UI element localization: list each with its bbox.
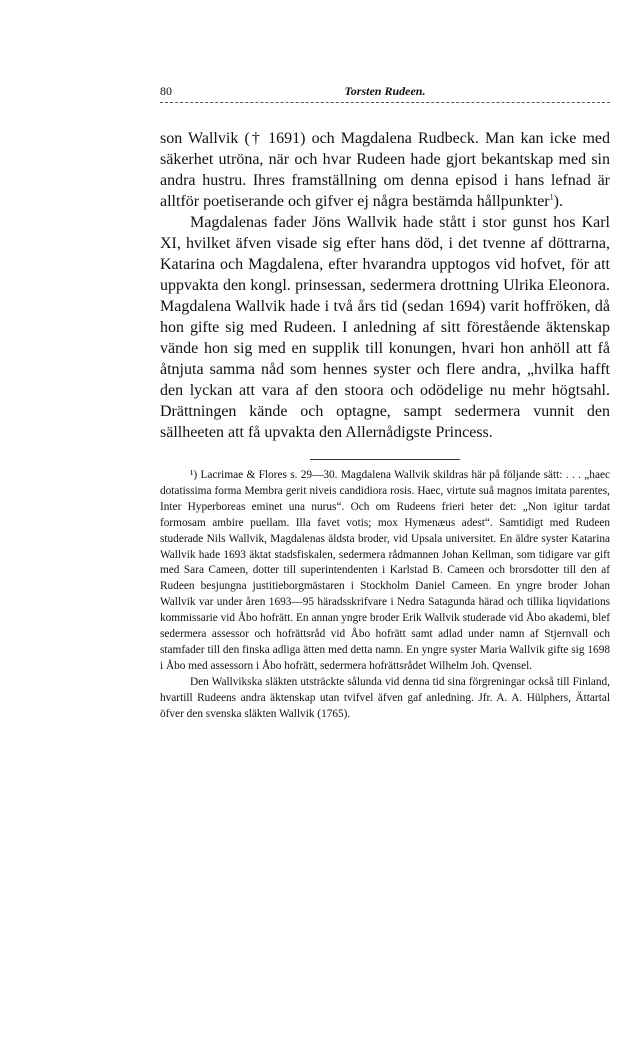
page-number: 80 xyxy=(160,84,172,98)
footnotes xyxy=(160,468,610,723)
paragraph-end: ). xyxy=(553,193,563,210)
footnote-marker: 1 xyxy=(549,192,554,202)
paragraph xyxy=(160,128,610,212)
book-page xyxy=(160,80,610,723)
main-text xyxy=(160,128,610,443)
footnote-continuation: Den Wallvikska släkten utsträckte sålunda vid denna tid sina förgreningar också till Finland, hvartill Rudeens andra äktenskap utan tvifvel äfven gaf anledning. Jfr. A. A. Hülphers, Ättartal öfver den svenska släkten Wallvik (1765). xyxy=(160,675,610,720)
paragraph: Magdalenas fader Jöns Wallvik hade stått i stor gunst hos Karl XI, hvilket äfven visade sig efter hans död, i det tvenne af döttrarna, Katarina och Magdalena, efter hvarandra upptogos vid hofvet, för att uppvakta den kongl. prinsessan, sedermera drottning Ulrika Eleonora. Magdalena Wallvik hade i två års tid (sedan 1694) varit hoffröken, då hon gifte sig med Rudeen. I anledning af sitt förestående äktenskap vände hon sig med en supplik till konungen, hvari hon anhöll att få åtnjuta samma nåd som hennes syster och flere andra, „hvilka hafft den lyckan att vara af den stoora och odödelige nu mehr högtsahl. Drättningen kände och optagne, sampt sedermera vunnit den sällheeten att få upvakta den Allernådigste Princess. xyxy=(160,214,610,441)
paragraph-text: son Wallvik († 1691) och Magdalena Rudbeck. Man kan icke med säkerhet utröna, när och hvar Rudeen hade gjort bekantskap med sin andra hustru. Ihres framställning om denna episod i hans lefnad är alltför poetiserande och gifver ej några bestämda hållpunkter xyxy=(160,130,610,210)
page-header xyxy=(160,80,610,102)
footnote: ¹) Lacrimae & Flores s. 29—30. Magdalena Wallvik skildras här på följande sätt: . . . „haec dotatissima forma Membra gerit niveis candidiora rosis. Haec, virtute suå magnos imitata parentes, Inter Hyperboreas eminet una nurus“. Och om Rudeens frieri heter det: „Non igitur tardat formosam ambire puellam. Illa favet votis; mox Hymenæus adest“. Samtidigt med Rudeen studerade Nils Wallvik, Magdalenas äldsta broder, vid Upsala universitet. En äldre syster Katarina Wallvik hade 1693 äktat stadsfiskalen, sedermera rådmannen Johan Kellman, som tidigare var gift med Sara Cameen, dotter till superintendenten i Karlstad B. Cameen och brorsdotter till den af Rudeen besjungna justitieborgmästaren i Stockholm Daniel Cameen. En yngre broder Johan Wallvik var under åren 1693—95 häradsskrifvare i Nedra Satagunda härad och tillika liqvidations kommissarie vid Åbo hofrätt. En annan yngre broder Erik Wallvik studerade vid Åbo akademi, blef sedermera assessor och hofrättsråd vid Åbo hofrätt samt adlad under namn af Stjernvall och stamfader till den finska adliga ätten med detta namn. En yngre syster Maria Wallvik gifte sig 1698 i Åbo med assessorn i Åbo hofrätt, sedermera hofrättsrådet Wilhelm Joh. Qvensel. xyxy=(160,469,610,672)
running-title: Torsten Rudeen. xyxy=(344,84,426,98)
header-rule xyxy=(160,102,610,103)
footnote-rule xyxy=(310,459,460,460)
